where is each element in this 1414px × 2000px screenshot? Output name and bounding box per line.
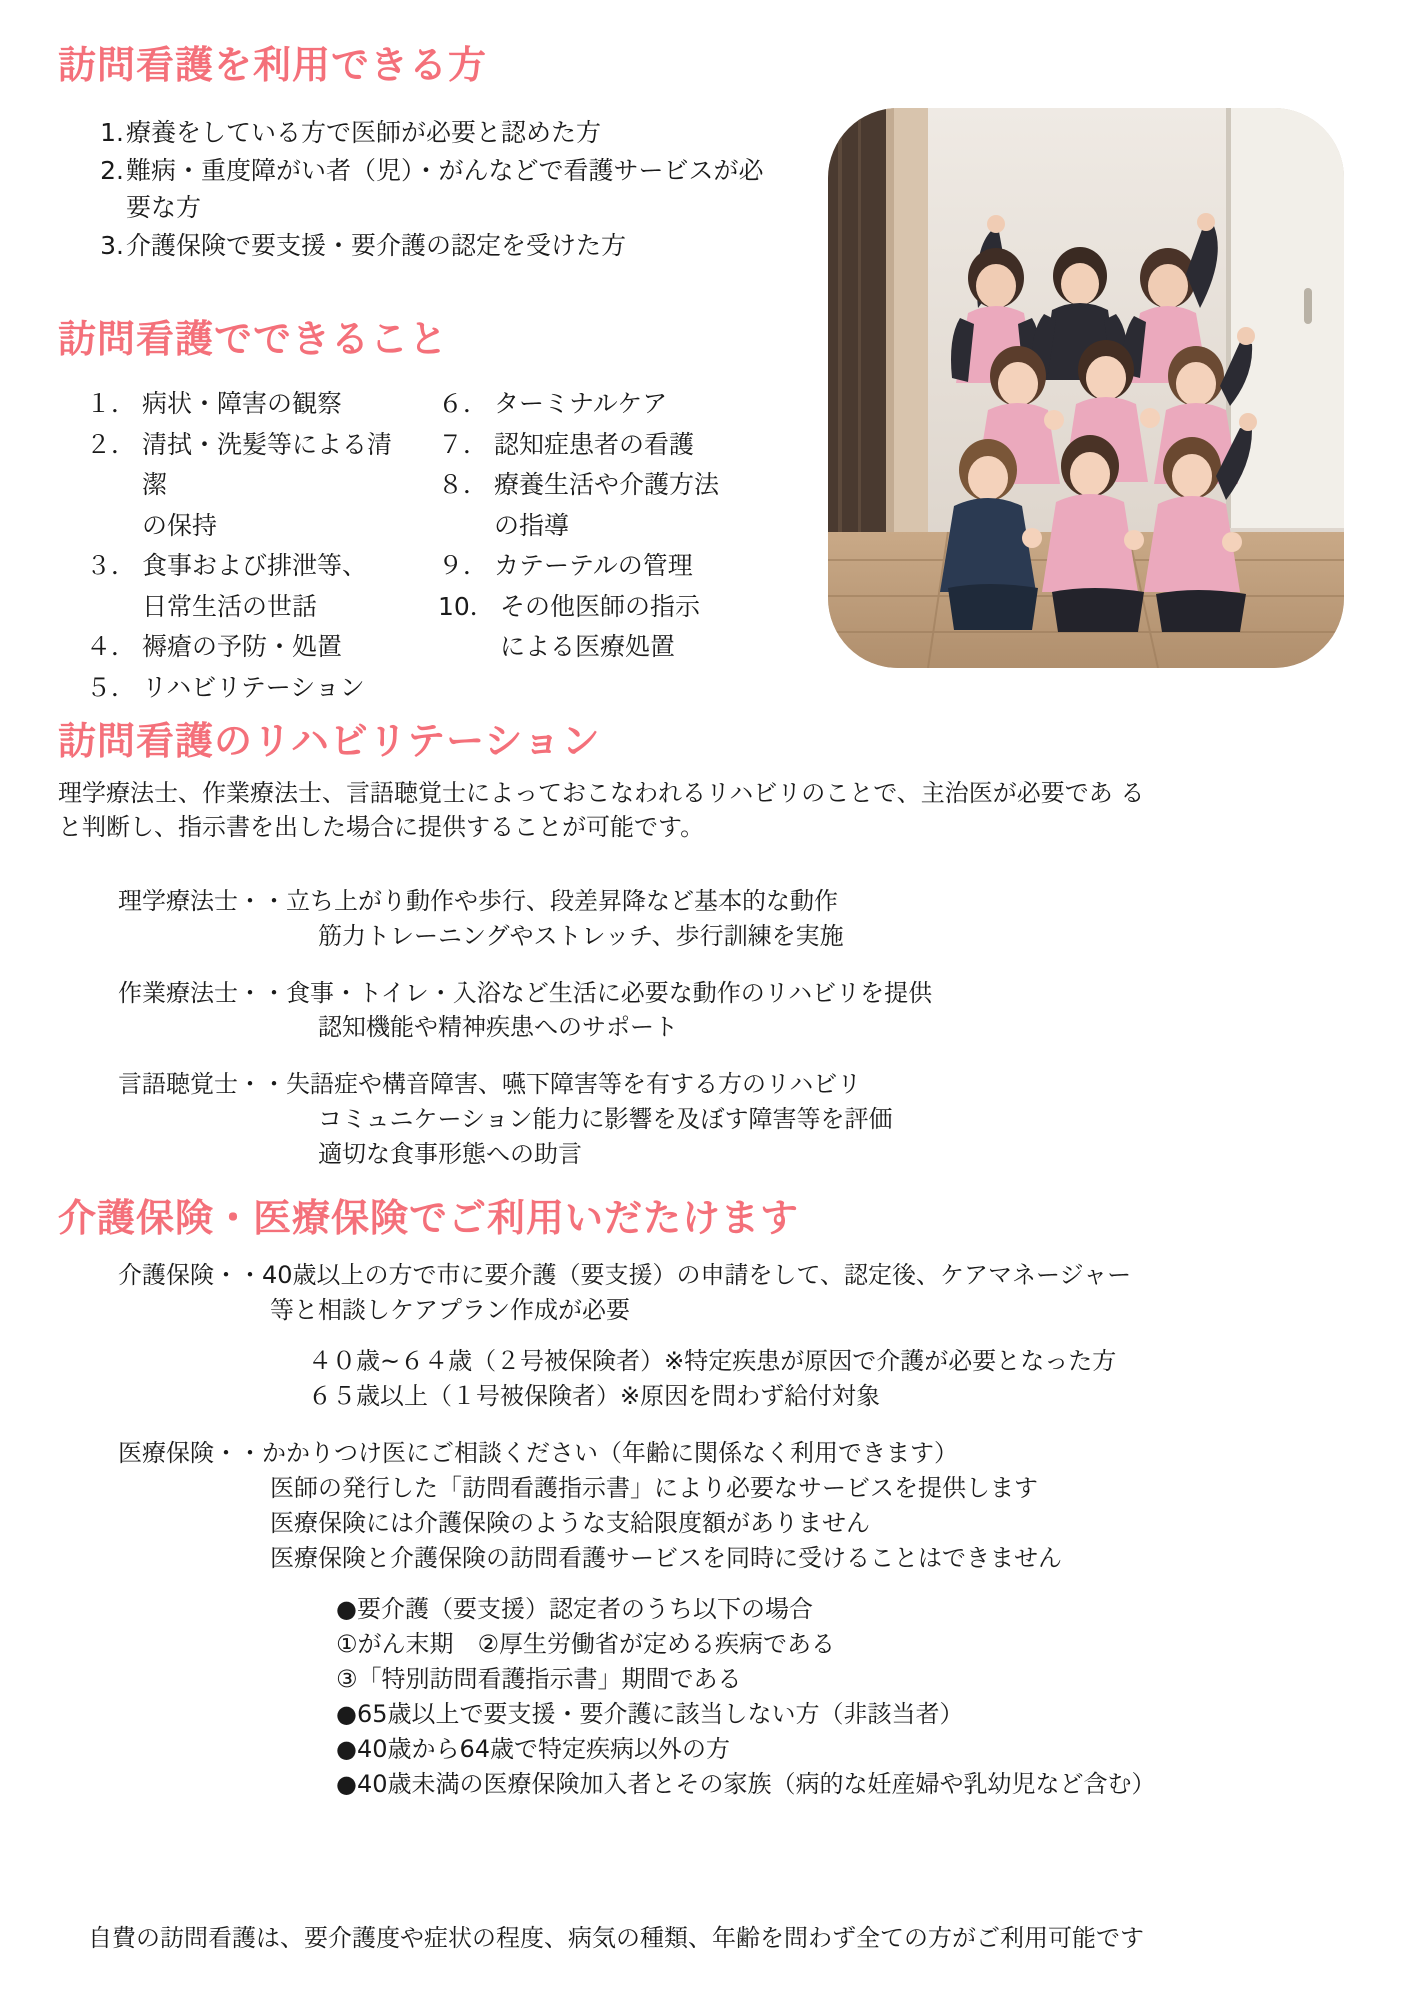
list-item-continuation: の指導 bbox=[494, 510, 570, 540]
bullet-item: ●40歳から64歳で特定疾病以外の方 bbox=[336, 1735, 731, 1764]
rehab-role-ot bbox=[118, 976, 1338, 1046]
list-item-number: １． bbox=[86, 389, 137, 418]
list-item-number: ４． bbox=[86, 632, 137, 661]
rehab-role-first-line: 立ち上がり動作や歩行、段差昇降など基本的な動作 bbox=[286, 887, 838, 915]
list-item-text: リハビリテーション bbox=[142, 672, 365, 702]
list-item-number: 3. bbox=[100, 230, 124, 260]
insurance-iryo-block bbox=[118, 1436, 1368, 1802]
list-item-number: ７． bbox=[438, 429, 489, 459]
capabilities-column-right bbox=[438, 384, 778, 668]
list-item-text: 療養生活や介護方法 bbox=[494, 470, 720, 499]
list-item-text: 病状・障害の観察 bbox=[142, 389, 343, 418]
list-item bbox=[82, 114, 782, 152]
list-item-number: ５． bbox=[86, 672, 137, 702]
rehab-role-st bbox=[118, 1067, 1338, 1171]
insurance-content bbox=[118, 1258, 1368, 1808]
list-item-text: 介護保険で要支援・要介護の認定を受けた方 bbox=[126, 230, 627, 260]
eligible-list bbox=[82, 114, 782, 264]
rehab-intro-line: と判断し、指示書を出した場合に提供することが可能です。 bbox=[58, 813, 705, 842]
insurance-iryo-line: 医療保険と介護保険の訪問看護サービスを同時に受けることはできません bbox=[270, 1544, 1062, 1573]
list-item-number: ８． bbox=[438, 470, 489, 499]
rehab-role-label: 作業療法士・・ bbox=[118, 978, 286, 1007]
bullet-item: ●要介護（要支援）認定者のうち以下の場合 bbox=[336, 1595, 813, 1624]
list-item bbox=[82, 227, 782, 265]
bullet-item: ●65歳以上で要支援・要介護に該当しない方（非該当者） bbox=[336, 1700, 964, 1729]
list-item-text: カテーテルの管理 bbox=[494, 551, 693, 580]
list-item bbox=[438, 546, 778, 587]
list-item bbox=[438, 384, 778, 425]
rehab-role-line: 認知機能や精神疾患へのサポート bbox=[318, 1013, 678, 1042]
list-item-text: 療養をしている方で医師が必要と認めた方 bbox=[126, 118, 602, 147]
section-heading-capabilities: 訪問看護でできること bbox=[58, 317, 449, 361]
section-heading-insurance: 介護保険・医療保険でご利用いだたけます bbox=[58, 1196, 800, 1240]
rehab-role-first-line: 食事・トイレ・入浴など生活に必要な動作のリハビリを提供 bbox=[286, 978, 933, 1007]
list-item-text: 褥瘡の予防・処置 bbox=[142, 632, 343, 661]
insurance-iryo-line: かかりつけ医にご相談ください（年齢に関係なく利用できます） bbox=[262, 1439, 958, 1468]
list-item-number: 1. bbox=[100, 118, 124, 147]
insurance-kaigo-note: ６５歳以上（１号被保険者）※原因を問わず給付対象 bbox=[308, 1382, 881, 1411]
rehab-intro bbox=[58, 776, 1358, 844]
list-item bbox=[86, 546, 416, 627]
list-item bbox=[86, 425, 416, 547]
insurance-bullets bbox=[118, 1592, 1368, 1802]
rehab-role-first-line: 失語症や構音障害、嚥下障害等を有する方のリハビリ bbox=[286, 1070, 862, 1099]
list-item-text: その他医師の指示 bbox=[500, 591, 701, 621]
section-heading-eligible: 訪問看護を利用できる方 bbox=[58, 43, 488, 87]
list-item-number: ６． bbox=[438, 389, 489, 418]
list-item-text: 食事および排泄等、 bbox=[142, 551, 368, 580]
insurance-kaigo-note: ４０歳~６４歳（２号被保険者）※特定疾患が原因で介護が必要となった方 bbox=[308, 1347, 1117, 1376]
rehab-roles-list bbox=[118, 884, 1338, 1194]
capabilities-column-left bbox=[86, 384, 416, 708]
list-item bbox=[438, 465, 778, 546]
insurance-kaigo-line: 等と相談しケアプラン作成が必要 bbox=[270, 1296, 630, 1325]
rehab-role-label: 言語聴覚士・・ bbox=[118, 1070, 286, 1099]
rehab-role-line: 適切な食事形態への助言 bbox=[318, 1139, 582, 1168]
list-item-number: ９． bbox=[438, 551, 489, 580]
rehab-role-line: コミュニケーション能力に影響を及ぼす障害等を評価 bbox=[318, 1104, 893, 1133]
list-item-continuation: による医療処置 bbox=[500, 632, 676, 661]
insurance-kaigo-block bbox=[118, 1258, 1368, 1414]
insurance-iryo-line: 医療保険には介護保険のような支給限度額がありません bbox=[270, 1509, 870, 1538]
insurance-kaigo-label: 介護保険・・ bbox=[118, 1261, 262, 1289]
list-item-number: ３． bbox=[86, 551, 137, 580]
rehab-role-pt bbox=[118, 884, 1338, 954]
list-item-number: 10． bbox=[438, 591, 495, 621]
bullet-item: ●40歳未満の医療保険加入者とその家族（病的な妊産婦や乳幼児など含む） bbox=[336, 1770, 1156, 1799]
list-item bbox=[438, 425, 778, 466]
list-item-text: ターミナルケア bbox=[494, 389, 668, 418]
rehab-intro-line: 理学療法士、作業療法士、言語聴覚士によっておこなわれるリハビリのことで、主治医が必要であ る bbox=[58, 779, 1145, 807]
list-item-text: 難病・重度障がい者（児）・がんなどで看護サービスが必要な方 bbox=[126, 155, 764, 222]
list-item bbox=[86, 668, 416, 709]
rehab-role-label: 理学療法士・・ bbox=[118, 887, 286, 915]
list-item-continuation: 日常生活の世話 bbox=[142, 591, 318, 621]
list-item bbox=[86, 384, 416, 425]
list-item bbox=[82, 152, 782, 227]
list-item-number: 2. bbox=[100, 155, 124, 185]
section-heading-rehab: 訪問看護のリハビリテーション bbox=[58, 719, 601, 763]
insurance-iryo-label: 医療保険・・ bbox=[118, 1439, 262, 1468]
staff-group-photo bbox=[828, 108, 1344, 668]
list-item-text: 清拭・洗髪等による清潔 bbox=[142, 429, 393, 499]
rehab-role-line: 筋力トレーニングやストレッチ、歩行訓練を実施 bbox=[318, 921, 844, 950]
list-item bbox=[86, 627, 416, 668]
footnote: 自費の訪問看護は、要介護度や症状の程度、病気の種類、年齢を問わず全ての方がご利用可能です bbox=[88, 1924, 1144, 1952]
list-item bbox=[438, 587, 778, 668]
bullet-item: ③「特別訪問看護指示書」期間である bbox=[336, 1665, 742, 1694]
list-item-continuation: の保持 bbox=[142, 510, 218, 540]
insurance-iryo-line: 医師の発行した「訪問看護指示書」により必要なサービスを提供します bbox=[270, 1474, 1038, 1503]
bullet-item: ①がん末期 ②厚生労働省が定める疾病である bbox=[336, 1630, 836, 1659]
list-item-number: ２． bbox=[86, 429, 137, 459]
list-item-text: 認知症患者の看護 bbox=[494, 429, 695, 459]
insurance-kaigo-line: 40歳以上の方で市に要介護（要支援）の申請をして、認定後、ケアマネージャー bbox=[262, 1261, 1132, 1289]
